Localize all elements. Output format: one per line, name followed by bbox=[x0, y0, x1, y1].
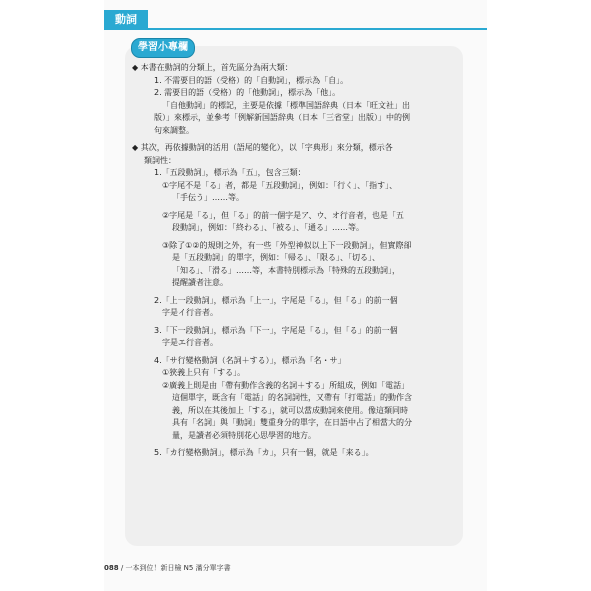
section-tab: 動詞 bbox=[104, 10, 148, 30]
text-line: 1.「五段動詞」，標示為「五」，包含三類： bbox=[154, 168, 306, 177]
text-line: ◆ 其次，再依據動詞的活用（語尾的變化），以「字典形」來分類，標示各 bbox=[132, 143, 393, 152]
text-line: 類詞性： bbox=[144, 155, 176, 165]
text-line: 2.「上一段動詞」，標示為「上一」，字尾是「る」，但「る」的前一個 bbox=[154, 295, 398, 305]
text-line: 2. 需要目的語（受格）的「他動詞」，標示為「他」。 bbox=[154, 88, 341, 97]
text-line: 版）」來標示，並參考「例解新国語辞典（日本「三省堂」出版）」中的例 bbox=[154, 113, 410, 122]
text-line: 義，所以在其後加上「する」，就可以當成動詞來使用。像這類同時 bbox=[172, 405, 408, 415]
text-line: 「知る」、「滑る」……等，本書特別標示為「特殊的五段動詞」， bbox=[172, 265, 400, 275]
text-line: 段動詞」，例如：「終わる」、「被る」、「通る」……等。 bbox=[172, 223, 364, 232]
text-line: 這個單字，既含有「電話」的名詞詞性，又帶有「打電話」的動作含 bbox=[172, 393, 412, 402]
text-line: ◆ 本書在動詞的分類上，首先區分為兩大類： bbox=[132, 63, 293, 72]
panel-content bbox=[132, 62, 462, 460]
text-line: 「手伝う」……等。 bbox=[172, 193, 244, 202]
text-line: ③除了①②的規則之外，有一些「外型神似以上下一段動詞」，但實際卻 bbox=[162, 240, 412, 250]
text-line: 是「五段動詞」的單字，例如：「帰る」、「限る」、「切る」、 bbox=[172, 253, 380, 262]
page-footer bbox=[104, 563, 231, 573]
panel-title: 學習小專欄 bbox=[131, 38, 195, 58]
text-line: 5.「カ行變格動詞」，標示為「カ」，只有一個，就是「来る」。 bbox=[154, 448, 374, 457]
text-line: ②廣義上則是由「帶有動作含義的名詞＋する」所組成，例如「電話」 bbox=[162, 380, 410, 390]
text-line: 句來調整。 bbox=[154, 125, 194, 135]
text-line: 4.「サ行變格動詞（名詞＋する）」，標示為「名・サ」 bbox=[154, 355, 346, 365]
book-title: / 一本到位！新日檢 N5 滿分單字書 bbox=[120, 564, 231, 572]
section-divider bbox=[104, 28, 487, 30]
page-number: 088 bbox=[104, 564, 119, 572]
text-line: 字是エ行音者。 bbox=[162, 338, 218, 347]
text-line: 字是イ行音者。 bbox=[162, 308, 218, 317]
text-line: 提醒讀者注意。 bbox=[172, 278, 228, 287]
text-line: 具有「名詞」與「動詞」雙重身分的單字，在日語中占了相當大的分 bbox=[172, 418, 412, 427]
text-line: 1. 不需要目的語（受格）的「自動詞」，標示為「自」。 bbox=[154, 75, 349, 85]
text-line: 量，是讀者必須特別花心思學習的地方。 bbox=[172, 430, 316, 440]
text-line: ②字尾是「る」，但「る」的前一個字是ア、ウ、オ行音者，也是「五 bbox=[162, 210, 404, 220]
text-line: 3.「下一段動詞」，標示為「下一」，字尾是「る」，但「る」的前一個 bbox=[154, 325, 398, 335]
text-line: ①字尾不是「る」者，都是「五段動詞」，例如：「行く」、「指す」、 bbox=[162, 180, 398, 190]
text-line: ①狹義上只有「する」。 bbox=[162, 368, 246, 377]
text-line: 「自他動詞」的標記，主要是依據「標準国語辞典（日本「旺文社」出 bbox=[162, 100, 410, 110]
